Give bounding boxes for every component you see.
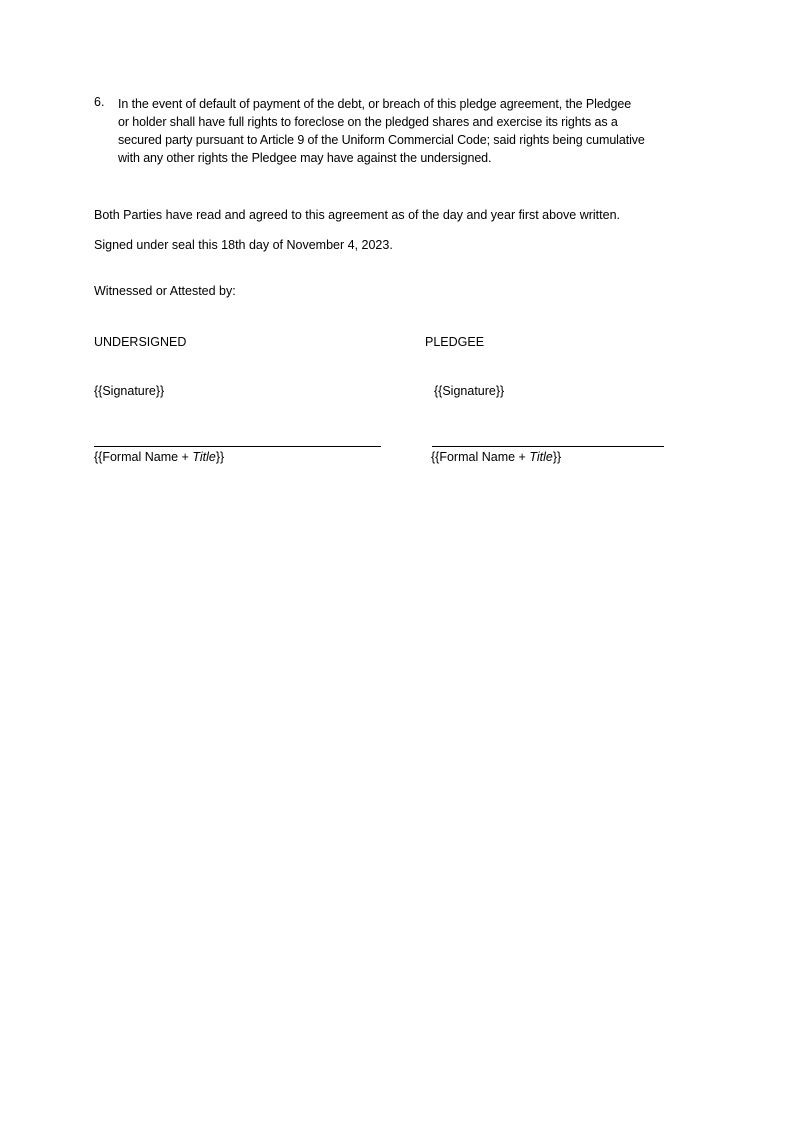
pledgee-heading: PLEDGEE [425, 335, 485, 349]
name-title: Title [192, 450, 216, 464]
undersigned-name-title [94, 450, 224, 464]
undersigned-heading: UNDERSIGNED [94, 335, 187, 349]
pledgee-signature-placeholder: {{Signature}} [434, 384, 505, 398]
agreement-statement: Both Parties have read and agreed to this agreement as of the day and year first above written. [94, 208, 621, 222]
name-title: Title [529, 450, 553, 464]
signed-statement: Signed under seal this 18th day of November 4, 2023. [94, 238, 393, 252]
undersigned-signature-placeholder: {{Signature}} [94, 384, 165, 398]
clause-line: secured party pursuant to Article 9 of the Uniform Commercial Code; said rights being cumulative [118, 133, 645, 147]
name-prefix: {{Formal Name + [94, 450, 193, 464]
pledgee-name-title [431, 450, 561, 464]
name-prefix: {{Formal Name + [431, 450, 530, 464]
clause-number: 6. [94, 95, 105, 109]
clause-line: with any other rights the Pledgee may have against the undersigned. [118, 151, 492, 165]
clause-text [118, 95, 708, 167]
undersigned-signature-line [94, 446, 381, 447]
pledgee-signature-line [432, 446, 664, 447]
clause-line: In the event of default of payment of the debt, or breach of this pledge agreement, the Pledgee [118, 97, 632, 111]
name-suffix: }} [215, 450, 225, 464]
name-suffix: }} [552, 450, 562, 464]
witness-label: Witnessed or Attested by: [94, 284, 236, 298]
clause-line: or holder shall have full rights to foreclose on the pledged shares and exercise its rights as a [118, 115, 618, 129]
